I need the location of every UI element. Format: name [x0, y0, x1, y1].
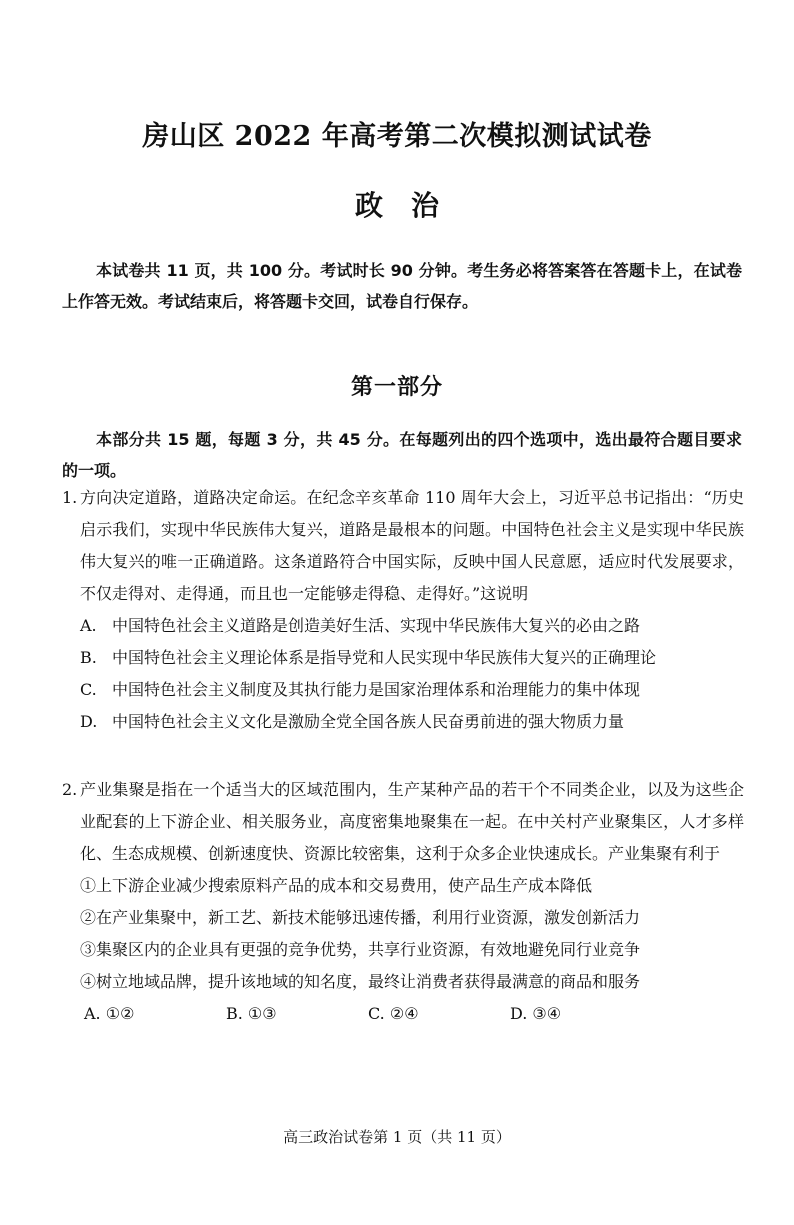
question-stem: [62, 482, 744, 610]
statement-1: ①上下游企业减少搜索原料产品的成本和交易费用，使产品生产成本降低: [80, 876, 593, 895]
exam-title: 房山区 2022 年高考第二次模拟测试试卷: [142, 121, 652, 152]
question-1: [62, 482, 744, 738]
part-intro: 本部分共 15 题，每题 3 分，共 45 分。在每题列出的四个选项中，选出最符合题目要求的一项。: [62, 430, 742, 480]
option-c: [62, 674, 744, 706]
question-number: 2.: [62, 780, 78, 799]
answer-choice-c: C. ②④: [368, 1004, 419, 1023]
option-text: 中国特色社会主义道路是创造美好生活、实现中华民族伟大复兴的必由之路: [112, 616, 641, 635]
option-text: 中国特色社会主义理论体系是指导党和人民实现中华民族伟大复兴的正确理论: [112, 648, 657, 667]
statement-3: ③集聚区内的企业具有更强的竞争优势，共享行业资源，有效地避免同行业竞争: [80, 940, 641, 959]
option-letter: C.: [80, 680, 97, 699]
question-stem-text: 方向决定道路，道路决定命运。在纪念辛亥革命 110 周年大会上，习近平总书记指出：“历史启示我们，实现中华民族伟大复兴，道路是最根本的问题。中国特色社会主义是实现中华民族伟大复兴的唯一正确道路。这条道路符合中国实际，反映中国人民意愿，适应时代发展要求，不仅走得对、走得通，而且也一定能够走得稳、走得好。”这说明: [80, 488, 744, 603]
option-b: [62, 642, 744, 674]
statement-4: ④树立地域品牌，提升该地域的知名度，最终让消费者获得最满意的商品和服务: [80, 972, 641, 991]
subject-title: 政治: [354, 189, 467, 222]
part-title: 第一部分: [350, 374, 443, 400]
question-stem-text: 产业集聚是指在一个适当大的区域范围内，生产某种产品的若干个不同类企业，以及为这些企业配套的上下游企业、相关服务业，高度密集地聚集在一起。在中关村产业聚集区，人才多样化、生态成规模、创新速度快、资源比较密集，这利于众多企业快速成长。产业集聚有利于: [80, 780, 744, 863]
exam-instructions: 本试卷共 11 页，共 100 分。考试时长 90 分钟。考生务必将答案答在答题卡上，在试卷上作答无效。考试结束后，将答题卡交回，试卷自行保存。: [62, 261, 742, 311]
option-text: 中国特色社会主义制度及其执行能力是国家治理体系和治理能力的集中体现: [112, 680, 641, 699]
question-2: [62, 774, 744, 1030]
question-number: 1.: [62, 488, 78, 507]
question-stem: [62, 774, 744, 870]
answer-choices: [62, 998, 744, 1030]
option-text: 中国特色社会主义文化是激励全党全国各族人民奋勇前进的强大物质力量: [112, 712, 625, 731]
answer-choice-d: D. ③④: [510, 1004, 562, 1023]
answer-choice-a: A. ①②: [84, 1004, 135, 1023]
option-d: [62, 706, 744, 738]
option-letter: B.: [80, 648, 97, 667]
option-letter: D.: [80, 712, 98, 731]
page-footer: 高三政治试卷第 1 页（共 11 页）: [283, 1128, 511, 1146]
option-letter: A.: [80, 616, 97, 635]
answer-choice-b: B. ①③: [226, 1004, 277, 1023]
option-a: [62, 610, 744, 642]
statement-2: ②在产业集聚中，新工艺、新技术能够迅速传播，利用行业资源，激发创新活力: [80, 908, 641, 927]
